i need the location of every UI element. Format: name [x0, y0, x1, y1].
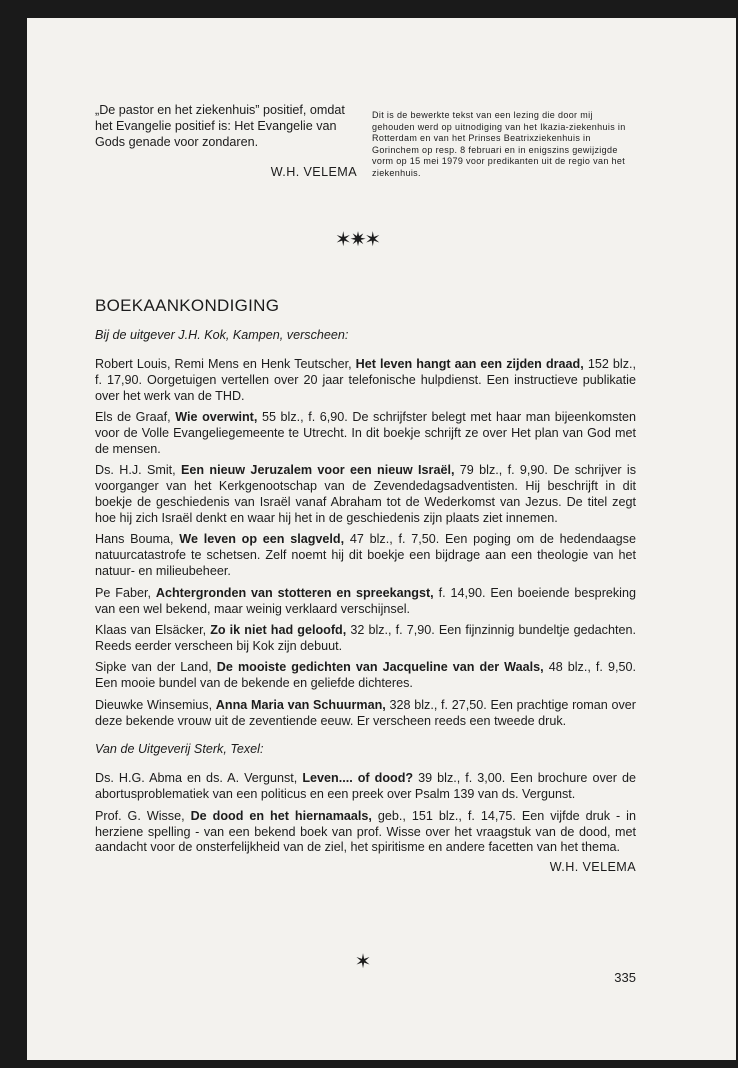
book-title: Achtergronden van stotteren en spreekangst, [155, 585, 434, 600]
page-number: 335 [614, 970, 636, 985]
book-title: De mooiste gedichten van Jacqueline van der Waals, [216, 660, 544, 675]
book-author: Ds. H.J. Smit, [95, 463, 181, 478]
book-author: Dieuwke Winsemius, [95, 697, 216, 712]
book-announcements [95, 328, 636, 876]
book-author: Ds. H.G. Abma en ds. A. Vergunst, [95, 771, 303, 786]
book-author: Sipke van der Land, [95, 660, 217, 675]
book-entry [95, 698, 636, 730]
book-description: 39 blz., f. 3,00. Een brochure over de abortusproblematiek van een politicus en een preek over Psalm 139 van ds. Vergunst. [95, 771, 636, 802]
book-description: 152 blz., f. 17,90. Oorgetuigen vertellen over 20 jaar telefonische hulpdienst. Een instructieve publikatie over het werk van de THD. [95, 356, 636, 403]
book-title: Het leven hangt aan een zijden draad, [355, 356, 584, 371]
book-description: 47 blz., f. 7,50. Een poging om de hedendaagse natuurcatastrofe te schetsen. Zelf noemt hij dit boekje een bijdrage aan een theologie van het natuur- en milieubeheer. [95, 532, 636, 579]
book-description: 55 blz., f. 6,90. De schrijfster belegt met haar man bijeenkomsten voor de Volle Evangeliegemeente te Utrecht. In dit boekje schrijft ze over Het plan van God met de mensen. [95, 410, 636, 456]
book-author: Klaas van Elsäcker, [95, 623, 211, 637]
book-description: f. 14,90. Een boeiende bespreking van een wel bekend, maar weinig verklaard verschijnsel. [95, 585, 636, 616]
book-author: Els de Graaf, [95, 410, 176, 425]
book-author: Hans Bouma, [95, 532, 180, 547]
book-entry [95, 586, 636, 618]
book-description: 328 blz., f. 27,50. Een prachtige roman over deze bekende vrouw uit de zeventiende eeuw. Er verscheen reeds een tweede druk. [95, 697, 637, 728]
section-heading: BOEKAANKONDIGING [95, 296, 280, 315]
quote-paragraph: „De pastor en het ziekenhuis” positief, omdat het Evangelie positief is: Het Evangelie van Gods genade voor zondaren. [95, 103, 345, 149]
book-author: Robert Louis, Remi Mens en Henk Teutscher, [95, 356, 356, 371]
book-title: De dood en het hiernamaals, [190, 808, 372, 823]
closing-signature: W.H. VELEMA [549, 859, 636, 874]
book-title: Anna Maria van Schuurman, [215, 697, 386, 712]
book-title: Wie overwint, [175, 410, 258, 425]
document-page [27, 18, 736, 1060]
publisher-heading-kok: Bij de uitgever J.H. Kok, Kampen, verscheen: [95, 328, 349, 342]
footnote-column: Dit is de bewerkte tekst van een lezing die door mij gehouden werd op uitnodiging van het Ikazia-ziekenhuis in Rotterdam en van het Prinses Beatrixziekenhuis in Gorinchem op resp. 8 februari en in enigszins gewijzigde vorm op 15 mei 1979 voor predikanten uit de regio van het ziekenhuis. [372, 110, 626, 178]
three-stars-ornament-icon: ✶✷✶ [334, 229, 380, 251]
book-entry [95, 463, 636, 527]
book-entry [95, 410, 636, 458]
book-title: Een nieuw Jeruzalem voor een nieuw Israël, [180, 463, 455, 478]
single-star-ornament-icon: ✶ [354, 951, 372, 973]
book-entry [95, 771, 636, 803]
book-entry [95, 660, 636, 692]
author-signature: W.H. VELEMA [270, 165, 357, 179]
book-description: 48 blz., f. 9,50. Een mooie bundel van de bekende en geliefde dichteres. [95, 660, 636, 691]
book-description: 32 blz., f. 7,90. Een fijnzinnig bundeltje gedachten. Reeds eerder verscheen bij Kok zijn debuut. [95, 623, 636, 653]
publisher-heading-sterk: Van de Uitgeverij Sterk, Texel: [95, 742, 264, 757]
book-author: Prof. G. Wisse, [95, 808, 191, 823]
book-entry [95, 809, 636, 857]
book-description: 79 blz., f. 9,90. De schrijver is voorganger van het Kerkgenootschap van de Zevendedagsadventisten. Hij beschrijft in dit boekje de geschiedenis van Israël vanaf Abraham tot de Wederkomst van Jezus. De titel zegt hoe hij zich Israël denkt en waar hij het in de geschiedenis zijn plaats ziet innemen. [95, 463, 637, 526]
book-title: Leven.... of dood? [302, 771, 414, 786]
book-entry [95, 357, 636, 405]
book-title: Zo ik niet had geloofd, [210, 623, 347, 637]
book-entry [95, 623, 636, 655]
book-author: Pe Faber, [95, 585, 156, 600]
book-entry [95, 532, 636, 580]
book-description: geb., 151 blz., f. 14,75. Een vijfde druk - in herziene spelling - van een bekend boek van prof. Wisse over het vraagstuk van de dood, met aandacht voor de onsterfelijkheid van de ziel, het spiritisme en andere facetten van het thema. [95, 808, 636, 855]
book-title: We leven op een slagveld, [179, 532, 345, 547]
left-column [95, 102, 357, 180]
